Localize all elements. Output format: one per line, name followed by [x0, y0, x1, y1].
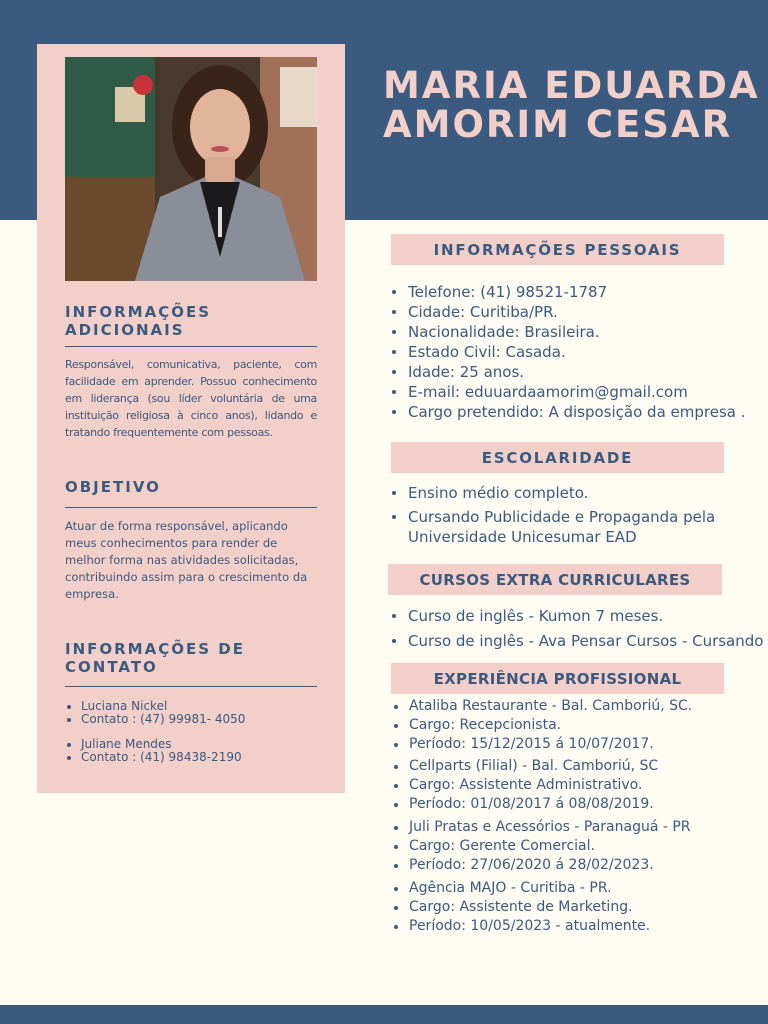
job-role: Cargo: Recepcionista.: [392, 716, 692, 735]
education-heading: ESCOLARIDADE: [391, 442, 724, 473]
objective-divider: [65, 507, 317, 508]
education-list: [390, 483, 738, 547]
personal-info-list: [390, 282, 746, 422]
job-company: Cellparts (Filial) - Bal. Camboriú, SC: [392, 757, 658, 776]
course-item: Curso de inglês - Ava Pensar Cursos - Cursando: [390, 631, 763, 651]
contact-phone: Contato : (47) 99981- 4050: [65, 713, 317, 726]
personal-info-item: Cargo pretendido: A disposição da empresa .: [390, 402, 746, 422]
job-role: Cargo: Gerente Comercial.: [392, 837, 691, 856]
contact-name: Luciana Nickel: [65, 700, 317, 713]
personal-info-item: Telefone: (41) 98521-1787: [390, 282, 746, 302]
additional-info-text: Responsável, comunicativa, paciente, com facilidade em aprender. Possuo conhecimento em liderança (sou líder voluntária de uma instituição religiosa à cinco anos), lidando e tratando frequentemente com pessoas.: [65, 358, 317, 439]
experience-heading: EXPERIÊNCIA PROFISSIONAL: [391, 663, 724, 694]
job-4: [392, 879, 650, 936]
job-company: Ataliba Restaurante - Bal. Camboriú, SC.: [392, 697, 692, 716]
personal-info-item: Idade: 25 anos.: [390, 362, 746, 382]
job-1: [392, 697, 692, 754]
job-period: Período: 01/08/2017 á 08/08/2019.: [392, 795, 658, 814]
job-role: Cargo: Assistente de Marketing.: [392, 898, 650, 917]
job-company: Agência MAJO - Curitiba - PR.: [392, 879, 650, 898]
personal-info-item: Nacionalidade: Brasileira.: [390, 322, 746, 342]
job-3: [392, 818, 691, 875]
job-period: Período: 15/12/2015 á 10/07/2017.: [392, 735, 692, 754]
contact-heading-line-1: INFORMAÇÕES DE: [65, 640, 245, 658]
job-company: Juli Pratas e Acessórios - Paranaguá - PR: [392, 818, 691, 837]
objective-text: Atuar de forma responsável, aplicando meus conhecimentos para render de melhor forma nas atividades solicitadas, contribuindo assim para o crescimento da empresa.: [65, 519, 308, 601]
contact-divider: [65, 686, 317, 687]
contact-heading-line-2: CONTATO: [65, 658, 158, 676]
profile-photo: [65, 57, 317, 281]
education-item: Ensino médio completo.: [390, 483, 738, 503]
job-period: Período: 10/05/2023 - atualmente.: [392, 917, 650, 936]
additional-info-heading-line-2: ADICIONAIS: [65, 321, 185, 339]
additional-info-heading-line-1: INFORMAÇÕES: [65, 303, 212, 321]
additional-info-heading: [65, 303, 317, 339]
education-item: Cursando Publicidade e Propaganda pela Universidade Unicesumar EAD: [390, 507, 738, 547]
personal-info-item: Estado Civil: Casada.: [390, 342, 746, 362]
contact-list-2: [65, 738, 317, 764]
sidebar: [37, 44, 345, 793]
name-line-1: MARIA EDUARDA: [383, 64, 760, 107]
personal-info-heading: INFORMAÇÕES PESSOAIS: [391, 234, 724, 265]
job-role: Cargo: Assistente Administrativo.: [392, 776, 658, 795]
courses-heading: CURSOS EXTRA CURRICULARES: [388, 564, 722, 595]
contact-phone: Contato : (41) 98438-2190: [65, 751, 317, 764]
contact-name: Juliane Mendes: [65, 738, 317, 751]
contact-heading: [65, 640, 317, 676]
course-item: Curso de inglês - Kumon 7 meses.: [390, 606, 763, 626]
job-2: [392, 757, 658, 814]
job-period: Período: 27/06/2020 á 28/02/2023.: [392, 856, 691, 875]
contact-list-1: [65, 700, 317, 726]
candidate-name: [383, 66, 768, 144]
personal-info-item: Cidade: Curitiba/PR.: [390, 302, 746, 322]
courses-list: [390, 606, 763, 651]
personal-info-item: E-mail: eduuardaamorim@gmail.com: [390, 382, 746, 402]
additional-info-divider: [65, 346, 317, 347]
objective-heading: OBJETIVO: [65, 478, 161, 496]
name-line-2: AMORIM CESAR: [383, 103, 733, 146]
footer-band: [0, 1005, 768, 1024]
